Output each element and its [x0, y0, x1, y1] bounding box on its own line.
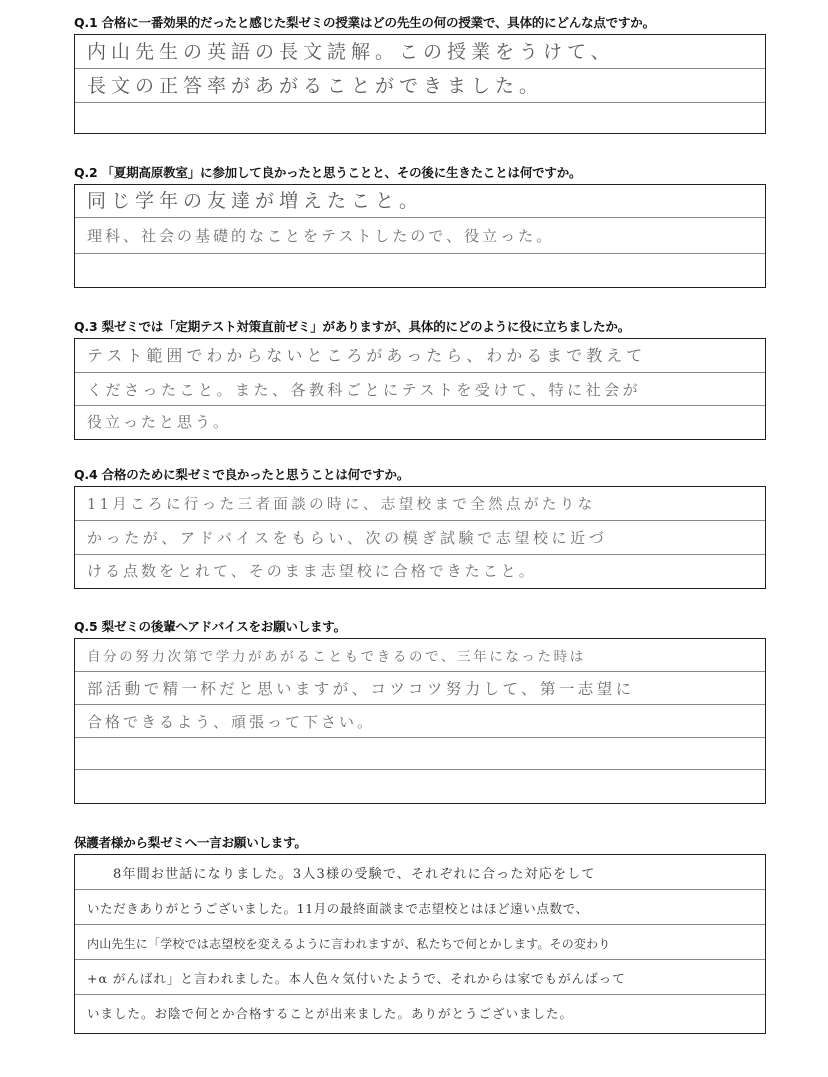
comment-line — [75, 925, 765, 960]
answer-text: かったが、アドバイスをもらい、次の模ぎ試験で志望校に近づ — [87, 529, 608, 547]
answer-box-2 — [74, 184, 766, 288]
parent-comment — [74, 834, 766, 1034]
answer-text: 理科、社会の基礎的なことをテストしたので、役立った。 — [87, 227, 555, 245]
answer-box-1 — [74, 34, 766, 134]
comment-line — [75, 960, 765, 995]
answer-line — [75, 521, 765, 555]
answer-text: 同じ学年の友達が増えたこと。 — [87, 190, 424, 212]
question-2 — [74, 164, 766, 288]
answer-box-3 — [74, 338, 766, 440]
answer-text: 自分の努力次第で学力があがることもできるので、三年になった時は — [87, 649, 586, 665]
answer-text: 合格できるよう、頑張って下さい。 — [87, 713, 376, 731]
parent-comment-title: 保護者様から梨ゼミへ一言お願いします。 — [74, 835, 307, 850]
comment-line — [75, 995, 765, 1031]
answer-text: 11月ころに行った三者面談の時に、志望校まで全然点がたりな — [87, 497, 596, 513]
answer-line — [75, 705, 765, 738]
answer-line — [75, 69, 765, 103]
answer-line — [75, 639, 765, 672]
answer-line — [75, 254, 765, 286]
answer-line — [75, 672, 765, 705]
answer-line — [75, 103, 765, 132]
comment-line — [75, 855, 765, 890]
answer-text: ける点数をとれて、そのまま志望校に合格できたこと。 — [87, 562, 537, 580]
comment-text: +α がんばれ」と言われました。本人色々気付いたようで、それからは家でもがんばって — [87, 971, 626, 986]
answer-text: 長文の正答率があがることができました。 — [87, 75, 544, 97]
answer-line — [75, 339, 765, 373]
question-1 — [74, 14, 766, 134]
question-5 — [74, 618, 766, 804]
question-2-title: Q.2 「夏期高原教室」に参加して良かったと思うことと、その後に生きたことは何ですか。 — [74, 165, 582, 180]
answer-box-4 — [74, 486, 766, 589]
comment-text: 8年間お世話になりました。3人3様の受験で、それぞれに合った対応をして — [113, 867, 596, 882]
answer-text: 内山先生の英語の長文読解。この授業をうけて、 — [87, 41, 615, 63]
answer-text: くださったこと。また、各教科ごとにテストを受けて、特に社会が — [87, 381, 642, 399]
question-5-title: Q.5 梨ゼミの後輩へアドバイスをお願いします。 — [74, 619, 346, 634]
question-1-title: Q.1 合格に一番効果的だったと感じた梨ゼミの授業はどの先生の何の授業で、具体的にどんな点ですか。 — [74, 15, 655, 30]
comment-text: いました。お陰で何とか合格することが出来ました。ありがとうございました。 — [87, 1006, 574, 1021]
answer-line — [75, 373, 765, 406]
answer-line — [75, 185, 765, 218]
answer-text: テスト範囲でわからないところがあったら、わかるまで教えて — [87, 346, 647, 365]
answer-text: 部活動で精一杯だと思いますが、コツコツ努力して、第一志望に — [87, 680, 635, 698]
answer-line — [75, 218, 765, 254]
answer-line — [75, 406, 765, 438]
answer-line — [75, 487, 765, 521]
answer-line — [75, 555, 765, 587]
answer-line — [75, 738, 765, 770]
question-3 — [74, 318, 766, 440]
question-4-title: Q.4 合格のために梨ゼミで良かったと思うことは何ですか。 — [74, 467, 410, 482]
question-3-title: Q.3 梨ゼミでは「定期テスト対策直前ゼミ」がありますが、具体的にどのように役に立ちましたか。 — [74, 319, 631, 334]
answer-box-5 — [74, 638, 766, 804]
comment-text: いただきありがとうございました。11月の最終面談まで志望校とはほど遠い点数で、 — [87, 901, 589, 916]
question-4 — [74, 466, 766, 589]
answer-text: 役立ったと思う。 — [87, 413, 232, 431]
answer-line — [75, 770, 765, 802]
comment-text: 内山先生に「学校では志望校を変えるように言われますが、私たちで何とかします。その変わり — [87, 937, 611, 951]
answer-line — [75, 35, 765, 69]
parent-comment-box — [74, 854, 766, 1034]
comment-line — [75, 890, 765, 925]
